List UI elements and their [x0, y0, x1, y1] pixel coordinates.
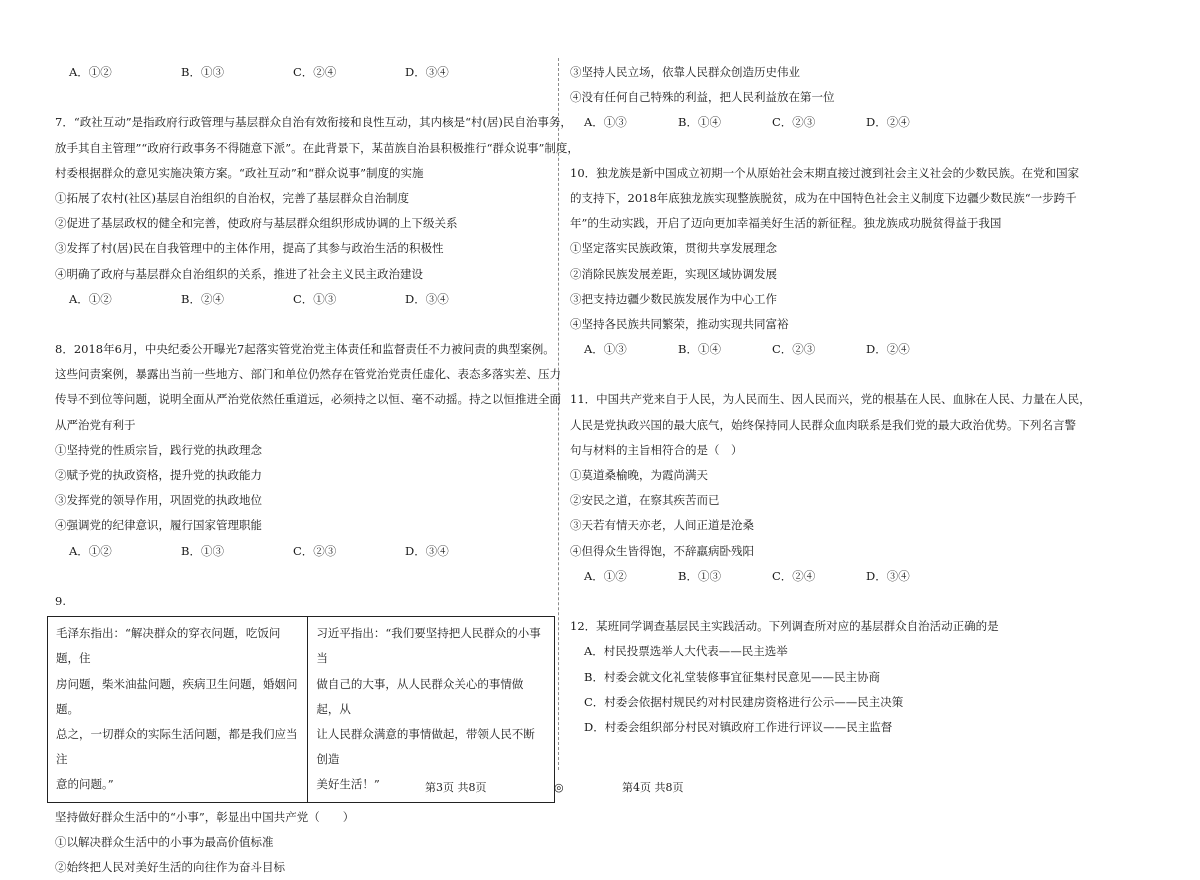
q9-stem: 坚持做好群众生活中的“小事”，彰显出中国共产党（ ）: [55, 809, 355, 824]
q11-stem-line: 11．中国共产党来自于人民，为人民而生、因人民而兴，党的根基在人民、血脉在人民、力量在人民，: [570, 392, 1091, 407]
q11-item: ②安民之道，在察其疾苦而已: [570, 493, 720, 508]
q10-stem-line: 年”的生动实践，开启了迈向更加幸福美好生活的新征程。独龙族成功脱贫得益于我国: [570, 216, 1002, 231]
q7-stem-line: 7．“政社互动”是指政府行政管理与基层群众自治有效衔接和良性互动，其内核是“村(居)民自治事务，: [55, 115, 572, 130]
q8-option-d: D．③④: [405, 543, 449, 558]
q11-options: [570, 564, 960, 589]
q9-option-d: D．②④: [866, 115, 910, 130]
quote-line: 毛泽东指出：“解决群众的穿衣问题，吃饭问题，住: [56, 626, 281, 666]
q9-quote-box: [47, 616, 555, 802]
q7-stem-line: 村委根据群众的意见实施决策方案。“政社互动”和“群众说事”制度的实施: [55, 165, 424, 180]
page-footer: [0, 780, 1200, 796]
q6-option-a: A．①②: [69, 65, 112, 79]
quote-line: 做自己的大事，从人民群众关心的事情做起，从: [316, 676, 524, 716]
q10-item: ③把支持边疆少数民族发展作为中心工作: [570, 291, 777, 306]
q9-option-b: B．①④: [678, 115, 721, 130]
q8-option-c: C．②③: [293, 543, 337, 558]
page-number-right: 第4页 共8页: [622, 781, 684, 794]
q8-stem-line: 这些问责案例，暴露出当前一些地方、部门和单位仍然存在管党治党责任虚化、表态多落实差、压力: [55, 367, 561, 382]
q7-item: ③发挥了村(居)民在自我管理中的主体作用，提高了其参与政治生活的积极性: [55, 241, 444, 256]
q12-option-c: C．村委会依据村规民约对村民建房资格进行公示——民主决策: [584, 694, 904, 709]
q7-item: ④明确了政府与基层群众自治组织的关系，推进了社会主义民主政治建设: [55, 266, 423, 281]
q9-quote-mao: [48, 617, 308, 801]
q9-number: 9.: [55, 593, 66, 608]
q9-item: ③坚持人民立场，依靠人民群众创造历史伟业: [570, 65, 800, 79]
q11-option-d: D．③④: [866, 568, 910, 583]
q6-option-c: C．②④: [293, 65, 337, 79]
q7-option-d: D．③④: [405, 291, 449, 306]
q8-stem-line: 传导不到位等问题，说明全面从严治党依然任重道远，必须持之以恒、毫不动摇。持之以恒推进全面: [55, 392, 561, 407]
quote-line: 房问题，柴米油盐问题，疾病卫生问题，婚姻问题。: [56, 676, 298, 716]
q11-item: ①莫道桑榆晚，为霞尚满天: [570, 468, 708, 482]
q10-stem-line: 10．独龙族是新中国成立初期一个从原始社会末期直接过渡到社会主义社会的少数民族。在党和国家: [570, 165, 1080, 180]
q6-option-b: B．①③: [181, 65, 224, 79]
q12-option-a: A．村民投票选举人大代表——民主选举: [584, 644, 788, 659]
q8-item: ①坚持党的性质宗旨，践行党的执政理念: [55, 442, 262, 457]
q8-option-b: B．①③: [181, 543, 224, 558]
quote-line: 让人民群众满意的事情做起，带领人民不断创造: [316, 726, 535, 767]
q10-option-d: D．②④: [866, 342, 910, 357]
q7-option-b: B．②④: [181, 291, 224, 306]
page-divider: [558, 58, 559, 770]
q8-stem-line: 从严治党有利于: [55, 417, 136, 432]
q7-item: ②促进了基层政权的健全和完善，使政府与基层群众组织形成协调的上下级关系: [55, 216, 458, 231]
q7-stem-line: 放手其自主管理”“政府行政事务不得随意下派”。在此背景下，某苗族自治县积极推行“群众说事”制度，: [55, 140, 579, 155]
q11-stem-line: 人民是党执政兴国的最大底气，始终保持同人民群众血肉联系是我们党的最大政治优势。下列名言警: [570, 417, 1076, 432]
question-7: [55, 110, 579, 312]
q9-item: ②始终把人民对美好生活的向往作为奋斗目标: [55, 859, 285, 874]
q8-stem-line: 8．2018年6月，中央纪委公开曝光7起落实管党治党主体责任和监督责任不力被问责的典型案例。: [55, 342, 555, 357]
q10-option-a: A．①③: [584, 342, 627, 357]
question-10: [570, 161, 1080, 363]
q10-item: ①坚定落实民族政策，贯彻共享发展理念: [570, 241, 777, 256]
q7-options: [55, 287, 550, 312]
binding-mark-icon: ◎: [554, 781, 564, 794]
q10-options: [570, 337, 960, 362]
question-9: [55, 589, 550, 880]
q8-item: ④强调党的纪律意识，履行国家管理职能: [55, 518, 262, 533]
left-column: [55, 60, 579, 880]
q12-option-b: B．村委会就文化礼堂装修事宜征集村民意见——民主协商: [584, 669, 880, 684]
q9-options: [570, 110, 960, 135]
q6-options: [55, 60, 550, 85]
q12-option-d: D．村委会组织部分村民对镇政府工作进行评议——民主监督: [584, 719, 893, 734]
question-8: [55, 337, 561, 564]
q9-option-a: A．①③: [584, 115, 627, 130]
q11-item: ③天若有情天亦老，人间正道是沧桑: [570, 518, 754, 533]
q11-option-a: A．①②: [584, 568, 627, 583]
quote-line: 美好生活！”: [316, 777, 380, 792]
q8-options: [55, 539, 550, 564]
q10-item: ④坚持各民族共同繁荣，推动实现共同富裕: [570, 316, 789, 331]
question-12: [570, 614, 999, 740]
question-11: [570, 387, 1091, 589]
q7-item: ①拓展了农村(社区)基层自治组织的自治权，完善了基层群众自治制度: [55, 190, 409, 205]
q9-option-c: C．②③: [772, 115, 816, 130]
q11-option-b: B．①③: [678, 568, 721, 583]
q8-item: ③发挥党的领导作用，巩固党的执政地位: [55, 493, 262, 508]
q10-option-b: B．①④: [678, 342, 721, 357]
q8-option-a: A．①②: [69, 543, 112, 558]
q11-option-c: C．②④: [772, 568, 816, 583]
q9-quote-xi: [308, 617, 554, 801]
quote-line: 总之，一切群众的实际生活问题，都是我们应当注: [56, 726, 298, 767]
q7-option-c: C．①③: [293, 291, 337, 306]
q10-option-c: C．②③: [772, 342, 816, 357]
q10-stem-line: 的支持下，2018年底独龙族实现整族脱贫，成为在中国特色社会主义制度下边疆少数民族“一步跨千: [570, 190, 1077, 205]
quote-line: 习近平指出：“我们要坚持把人民群众的小事当: [316, 626, 541, 666]
q12-stem: 12．某班同学调查基层民主实践活动。下列调查所对应的基层群众自治活动正确的是: [570, 619, 999, 634]
page-number-left: 第3页 共8页: [425, 781, 487, 794]
q6-option-d: D．③④: [405, 65, 449, 79]
quote-line: 意的问题。”: [56, 777, 114, 792]
q11-item: ④但得众生皆得饱，不辞羸病卧残阳: [570, 543, 754, 558]
q10-item: ②消除民族发展差距，实现区域协调发展: [570, 266, 777, 281]
q9-item: ①以解决群众生活中的小事为最高价值标准: [55, 834, 274, 849]
right-column: [570, 60, 1091, 740]
q7-option-a: A．①②: [69, 291, 112, 306]
q8-item: ②赋予党的执政资格，提升党的执政能力: [55, 468, 262, 482]
q11-stem-line: 句与材料的主旨相符合的是（ ）: [570, 442, 743, 457]
q9-item: ④没有任何自己特殊的利益，把人民利益放在第一位: [570, 90, 835, 105]
